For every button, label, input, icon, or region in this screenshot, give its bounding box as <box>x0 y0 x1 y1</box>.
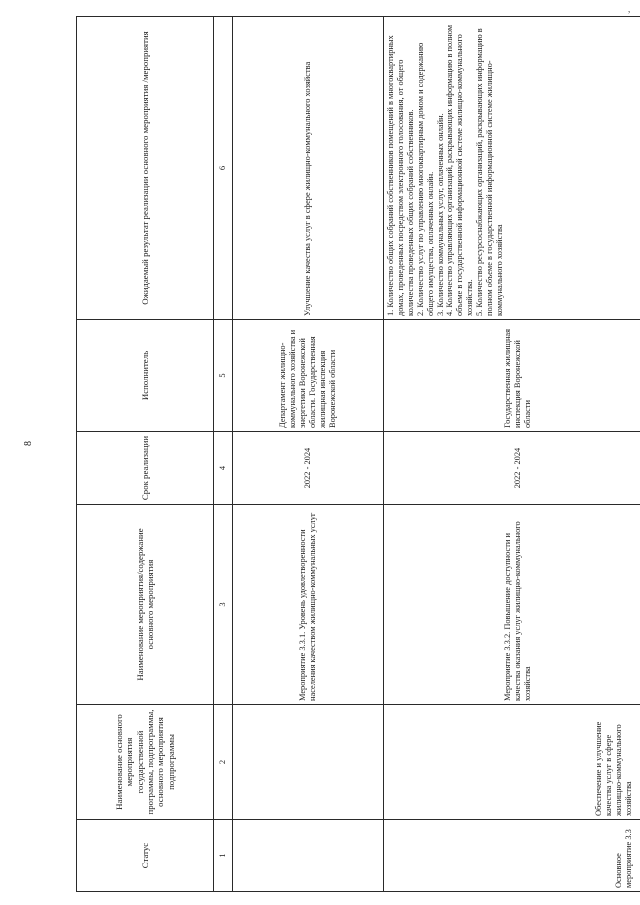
result-cell <box>384 17 640 320</box>
header-term: Срок реализации <box>77 432 214 505</box>
rotated-table-container <box>76 17 634 892</box>
result-cell <box>233 17 384 320</box>
result-item: 1. Количество общих собраний собственников помещений в многоквартирных домах, проведенных посредством электронного голосования, от общего количества проведенных общих собраний собственников. <box>386 35 415 316</box>
header-executor: Исполнитель <box>77 320 214 432</box>
column-number: 6 <box>214 17 233 320</box>
column-number: 1 <box>214 820 233 892</box>
column-number: 5 <box>214 320 233 432</box>
executor-cell: Государственная жилищная инспекция Воронежской области <box>384 320 640 432</box>
page-number: 8 <box>23 441 34 446</box>
main-event-cell <box>233 705 384 820</box>
scan-mark: , <box>628 4 631 14</box>
column-number: 3 <box>214 505 233 705</box>
column-number-row <box>214 17 233 892</box>
result-item: 2. Количество услуг по управлению многоквартирным домом и содержанию общего имущества, оплаченных онлайн. <box>415 42 435 316</box>
status-cell <box>233 820 384 892</box>
event-cell: Мероприятие 3.3.2. Повышение доступности и качества оказания услуг жилищно-коммунального хозяйства <box>384 505 640 705</box>
result-item: 5. Количество ресурсоснабжающих организаций, раскрывающих информацию в полном объеме в государственной информационной системе жилищно-коммунального хозяйства <box>475 28 504 316</box>
result-item: Улучшение качества услуг в сфере жилищно-коммунального хозяйства <box>303 61 313 316</box>
table-row <box>233 17 384 892</box>
header-result: Ожидаемый результат реализации основного мероприятия /мероприятия <box>77 17 214 320</box>
result-item: 3. Количество коммунальных услуг, оплаченных онлайн. <box>435 113 445 316</box>
column-number: 2 <box>214 705 233 820</box>
executor-cell: Департамент жилищно-коммунального хозяйства и энергетики Воронежской области. Государственная жилищная инспекция Воронежской области <box>233 320 384 432</box>
status-cell: Основное мероприятие 3.3 <box>384 820 640 892</box>
column-number: 4 <box>214 432 233 505</box>
term-cell: 2022 - 2024 <box>233 432 384 505</box>
main-event-cell: Обеспечение и улучшение качества услуг в сфере жилищно-коммунального хозяйства <box>384 705 640 820</box>
events-table <box>76 16 640 892</box>
header-status: Статус <box>77 820 214 892</box>
event-cell: Мероприятие 3.3.1. Уровень удовлетворенности населения качеством жилищно-коммунальных услуг <box>233 505 384 705</box>
result-item: 4. Количество управляющих организаций, раскрывающих информацию в полном объеме в государственной информационной системе жилищно-коммунального хозяйства. <box>445 24 475 316</box>
table-row <box>384 17 640 892</box>
header-main-event: Наименование основного мероприятия государственной программы, подпрограммы, основного мероприятия подпрограммы <box>77 705 214 820</box>
term-cell: 2022 - 2024 <box>384 432 640 505</box>
header-event: Наименование мероприятия/содержание основного мероприятия <box>77 505 214 705</box>
header-row <box>77 17 214 892</box>
